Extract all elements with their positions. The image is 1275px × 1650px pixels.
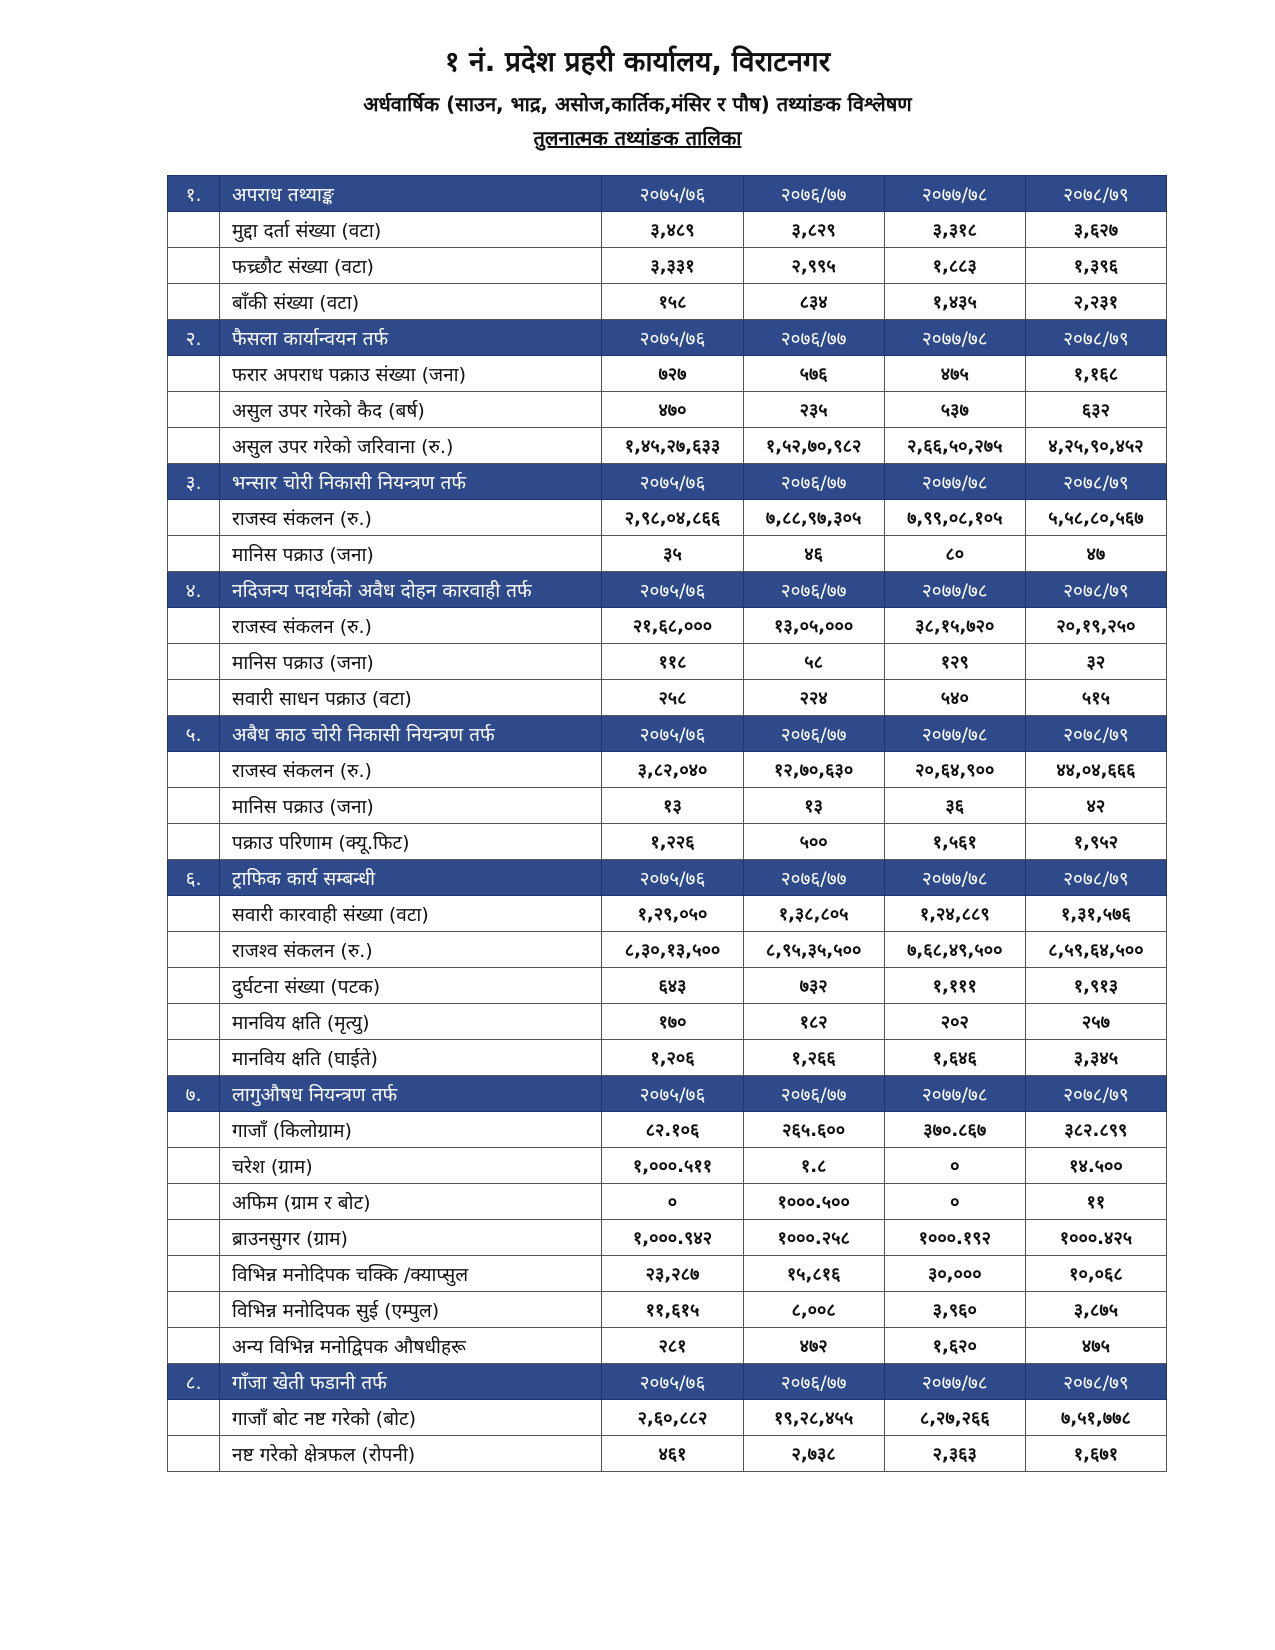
row-value: ३,३१८ xyxy=(884,212,1025,248)
row-number-cell xyxy=(168,392,220,428)
row-value: २३,२८७ xyxy=(602,1256,743,1292)
statistics-table xyxy=(167,175,1167,1472)
fiscal-year-header: २०७५/७६ xyxy=(602,464,743,500)
table-row xyxy=(168,752,1167,788)
row-label: अफिम (ग्राम र बोट) xyxy=(220,1184,602,1220)
table-row xyxy=(168,1328,1167,1364)
table-row xyxy=(168,680,1167,716)
row-value: ३,९६० xyxy=(884,1292,1025,1328)
table-row xyxy=(168,1220,1167,1256)
fiscal-year-header: २०७६/७७ xyxy=(743,464,884,500)
row-value: ७३२ xyxy=(743,968,884,1004)
section-number: २. xyxy=(168,320,220,356)
row-value: ३०,००० xyxy=(884,1256,1025,1292)
row-value: १३ xyxy=(602,788,743,824)
row-value: ११,६१५ xyxy=(602,1292,743,1328)
row-label: असुल उपर गरेको जरिवाना (रु.) xyxy=(220,428,602,464)
table-row xyxy=(168,1040,1167,1076)
row-value: ४७० xyxy=(602,392,743,428)
row-number-cell xyxy=(168,1256,220,1292)
row-value: ८० xyxy=(884,536,1025,572)
row-label: असुल उपर गरेको कैद (बर्ष) xyxy=(220,392,602,428)
section-title: लागुऔषध नियन्त्रण तर्फ xyxy=(220,1076,602,1112)
page-subtitle: अर्धवार्षिक (साउन, भाद्र, असोज,कार्तिक,मंसिर र पौष) तथ्यांङक विश्लेषण xyxy=(363,92,912,116)
row-value: १,३१,५७६ xyxy=(1025,896,1166,932)
fiscal-year-header: २०७८/७९ xyxy=(1025,1364,1166,1400)
page-title: १ नं. प्रदेश प्रहरी कार्यालय, विराटनगर xyxy=(444,45,831,78)
row-label: मुद्दा दर्ता संख्या (वटा) xyxy=(220,212,602,248)
section-number: ६. xyxy=(168,860,220,896)
row-value: २२४ xyxy=(743,680,884,716)
table-row xyxy=(168,428,1167,464)
fiscal-year-header: २०७६/७७ xyxy=(743,716,884,752)
fiscal-year-header: २०७५/७६ xyxy=(602,320,743,356)
row-label: राजस्व संकलन (रु.) xyxy=(220,500,602,536)
row-number-cell xyxy=(168,752,220,788)
row-value: २,९९५ xyxy=(743,248,884,284)
row-value: १,९५२ xyxy=(1025,824,1166,860)
fiscal-year-header: २०७८/७९ xyxy=(1025,320,1166,356)
row-label: विभिन्न मनोदिपक चक्कि /क्याप्सुल xyxy=(220,1256,602,1292)
row-value: २,९८,०४,८६६ xyxy=(602,500,743,536)
row-value: ५,५८,८०,५६७ xyxy=(1025,500,1166,536)
row-value: ३५ xyxy=(602,536,743,572)
row-value: २०,१९,२५० xyxy=(1025,608,1166,644)
row-number-cell xyxy=(168,824,220,860)
section-title: अबैध काठ चोरी निकासी नियन्त्रण तर्फ xyxy=(220,716,602,752)
row-number-cell xyxy=(168,1292,220,1328)
row-value: ४६१ xyxy=(602,1436,743,1472)
row-number-cell xyxy=(168,1328,220,1364)
section-header-row xyxy=(168,860,1167,896)
fiscal-year-header: २०७८/७९ xyxy=(1025,860,1166,896)
row-value: १०००.१९२ xyxy=(884,1220,1025,1256)
table-row xyxy=(168,356,1167,392)
row-value: ३,३३१ xyxy=(602,248,743,284)
row-value: १५८ xyxy=(602,284,743,320)
row-value: २८१ xyxy=(602,1328,743,1364)
fiscal-year-header: २०७७/७८ xyxy=(884,320,1025,356)
statistics-table-body xyxy=(168,176,1167,1472)
fiscal-year-header: २०७५/७६ xyxy=(602,716,743,752)
row-value: ८,५९,६४,५०० xyxy=(1025,932,1166,968)
row-value: ५०० xyxy=(743,824,884,860)
row-label: मानिस पक्राउ (जना) xyxy=(220,788,602,824)
row-value: १,२४,८८९ xyxy=(884,896,1025,932)
row-value: १,१११ xyxy=(884,968,1025,1004)
row-value: ४६ xyxy=(743,536,884,572)
row-value: ४४,०४,६६६ xyxy=(1025,752,1166,788)
row-value: ३,४८९ xyxy=(602,212,743,248)
row-value: १२९ xyxy=(884,644,1025,680)
fiscal-year-header: २०७५/७६ xyxy=(602,572,743,608)
table-row xyxy=(168,212,1167,248)
fiscal-year-header: २०७५/७६ xyxy=(602,176,743,212)
fiscal-year-header: २०७८/७९ xyxy=(1025,572,1166,608)
fiscal-year-header: २०७७/७८ xyxy=(884,1364,1025,1400)
table-row xyxy=(168,1400,1167,1436)
table-row xyxy=(168,932,1167,968)
row-label: विभिन्न मनोदिपक सुई (एम्पुल) xyxy=(220,1292,602,1328)
row-number-cell xyxy=(168,248,220,284)
row-number-cell xyxy=(168,536,220,572)
fiscal-year-header: २०७७/७८ xyxy=(884,176,1025,212)
row-value: १७० xyxy=(602,1004,743,1040)
row-number-cell xyxy=(168,1148,220,1184)
row-value: ३,८२,०४० xyxy=(602,752,743,788)
row-value: ८,२७,२६६ xyxy=(884,1400,1025,1436)
row-value: १,४५,२७,६३३ xyxy=(602,428,743,464)
row-value: ३,६२७ xyxy=(1025,212,1166,248)
row-value: १८२ xyxy=(743,1004,884,1040)
row-value: १,६२० xyxy=(884,1328,1025,1364)
row-value: २३५ xyxy=(743,392,884,428)
row-value: ३,८७५ xyxy=(1025,1292,1166,1328)
row-value: ३८,१५,७२० xyxy=(884,608,1025,644)
row-value: ५७६ xyxy=(743,356,884,392)
row-number-cell xyxy=(168,1220,220,1256)
row-value: ४७ xyxy=(1025,536,1166,572)
row-number-cell xyxy=(168,428,220,464)
row-label: मानिस पक्राउ (जना) xyxy=(220,536,602,572)
row-value: ३२ xyxy=(1025,644,1166,680)
fiscal-year-header: २०७६/७७ xyxy=(743,572,884,608)
table-row xyxy=(168,284,1167,320)
row-value: १,३८,८०५ xyxy=(743,896,884,932)
section-header-row xyxy=(168,1364,1167,1400)
row-value: १,५२,७०,९८२ xyxy=(743,428,884,464)
section-number: ३. xyxy=(168,464,220,500)
section-header-row xyxy=(168,464,1167,500)
row-label: गाजाँ (किलोग्राम) xyxy=(220,1112,602,1148)
row-value: ० xyxy=(884,1148,1025,1184)
row-label: मानविय क्षति (घाईते) xyxy=(220,1040,602,1076)
row-value: ४७५ xyxy=(884,356,1025,392)
row-value: १,२२६ xyxy=(602,824,743,860)
section-header-row xyxy=(168,176,1167,212)
row-value: ३,८२९ xyxy=(743,212,884,248)
row-number-cell xyxy=(168,788,220,824)
row-number-cell xyxy=(168,1436,220,1472)
row-value: १,८८३ xyxy=(884,248,1025,284)
row-value: २६५.६०० xyxy=(743,1112,884,1148)
row-value: १,६४६ xyxy=(884,1040,1025,1076)
row-number-cell xyxy=(168,284,220,320)
row-label: फच्र्छौट संख्या (वटा) xyxy=(220,248,602,284)
row-value: ५३७ xyxy=(884,392,1025,428)
row-number-cell xyxy=(168,356,220,392)
row-value: १,१६८ xyxy=(1025,356,1166,392)
row-value: ३८२.८९९ xyxy=(1025,1112,1166,1148)
row-number-cell xyxy=(168,932,220,968)
row-value: १,९१३ xyxy=(1025,968,1166,1004)
row-value: १.८ xyxy=(743,1148,884,1184)
row-value: ८३४ xyxy=(743,284,884,320)
section-header-row xyxy=(168,1076,1167,1112)
section-title: भन्सार चोरी निकासी नियन्त्रण तर्फ xyxy=(220,464,602,500)
row-label: राजश्व संकलन (रु.) xyxy=(220,932,602,968)
row-label: राजस्व संकलन (रु.) xyxy=(220,752,602,788)
row-number-cell xyxy=(168,968,220,1004)
fiscal-year-header: २०७८/७९ xyxy=(1025,1076,1166,1112)
row-number-cell xyxy=(168,644,220,680)
fiscal-year-header: २०७५/७६ xyxy=(602,1364,743,1400)
fiscal-year-header: २०७७/७८ xyxy=(884,860,1025,896)
row-number-cell xyxy=(168,1400,220,1436)
table-row xyxy=(168,1004,1167,1040)
section-title: अपराध तथ्याङ्क xyxy=(220,176,602,212)
section-number: ७. xyxy=(168,1076,220,1112)
row-value: ३,३४५ xyxy=(1025,1040,1166,1076)
row-value: २०,६४,९०० xyxy=(884,752,1025,788)
row-value: ७२७ xyxy=(602,356,743,392)
section-header-row xyxy=(168,716,1167,752)
row-label: चरेश (ग्राम) xyxy=(220,1148,602,1184)
row-label: मानिस पक्राउ (जना) xyxy=(220,644,602,680)
row-value: ५८ xyxy=(743,644,884,680)
row-number-cell xyxy=(168,500,220,536)
table-row xyxy=(168,644,1167,680)
fiscal-year-header: २०७६/७७ xyxy=(743,320,884,356)
row-value: १०००.५०० xyxy=(743,1184,884,1220)
row-value: १२,७०,६३० xyxy=(743,752,884,788)
row-label: ब्राउनसुगर (ग्राम) xyxy=(220,1220,602,1256)
section-number: ५. xyxy=(168,716,220,752)
row-value: २,६०,८८२ xyxy=(602,1400,743,1436)
row-value: ६३२ xyxy=(1025,392,1166,428)
row-value: १,४३५ xyxy=(884,284,1025,320)
row-label: अन्य विभिन्न मनोद्विपक औषधीहरू xyxy=(220,1328,602,1364)
row-value: १४.५०० xyxy=(1025,1148,1166,1184)
fiscal-year-header: २०७७/७८ xyxy=(884,572,1025,608)
row-value: १०,०६८ xyxy=(1025,1256,1166,1292)
section-title: ट्राफिक कार्य सम्बन्धी xyxy=(220,860,602,896)
section-title: गाँजा खेती फडानी तर्फ xyxy=(220,1364,602,1400)
row-value: २५७ xyxy=(1025,1004,1166,1040)
section-title: नदिजन्य पदार्थको अवैध दोहन कारवाही तर्फ xyxy=(220,572,602,608)
row-value: १,२९,०५० xyxy=(602,896,743,932)
section-header-row xyxy=(168,572,1167,608)
row-value: ३६ xyxy=(884,788,1025,824)
table-row xyxy=(168,1436,1167,1472)
table-row xyxy=(168,248,1167,284)
fiscal-year-header: २०७६/७७ xyxy=(743,860,884,896)
section-number: १. xyxy=(168,176,220,212)
table-row xyxy=(168,1256,1167,1292)
table-row xyxy=(168,1148,1167,1184)
fiscal-year-header: २०७६/७७ xyxy=(743,1076,884,1112)
row-value: ७,५१,७७८ xyxy=(1025,1400,1166,1436)
row-value: १०००.२५८ xyxy=(743,1220,884,1256)
row-value: १३ xyxy=(743,788,884,824)
row-value: १३,०५,००० xyxy=(743,608,884,644)
row-value: २०२ xyxy=(884,1004,1025,1040)
row-value: ३७०.८६७ xyxy=(884,1112,1025,1148)
row-label: दुर्घटना संख्या (पटक) xyxy=(220,968,602,1004)
row-value: ४७५ xyxy=(1025,1328,1166,1364)
table-row xyxy=(168,392,1167,428)
section-title: फैसला कार्यान्वयन तर्फ xyxy=(220,320,602,356)
row-value: ० xyxy=(884,1184,1025,1220)
row-value: ६४३ xyxy=(602,968,743,1004)
table-title: तुलनात्मक तथ्यांङक तालिका xyxy=(533,126,742,150)
row-number-cell xyxy=(168,212,220,248)
table-row xyxy=(168,968,1167,1004)
section-number: ८. xyxy=(168,1364,220,1400)
row-number-cell xyxy=(168,896,220,932)
row-value: २,२३१ xyxy=(1025,284,1166,320)
row-value: ११ xyxy=(1025,1184,1166,1220)
table-row xyxy=(168,896,1167,932)
table-row xyxy=(168,536,1167,572)
row-label: सवारी साधन पक्राउ (वटा) xyxy=(220,680,602,716)
section-header-row xyxy=(168,320,1167,356)
row-value: २,३६३ xyxy=(884,1436,1025,1472)
row-value: १,०००.९४२ xyxy=(602,1220,743,1256)
row-value: १९,२८,४५५ xyxy=(743,1400,884,1436)
row-value: ११८ xyxy=(602,644,743,680)
row-value: २,७३८ xyxy=(743,1436,884,1472)
fiscal-year-header: २०७७/७८ xyxy=(884,464,1025,500)
table-row xyxy=(168,1112,1167,1148)
row-value: १०००.४२५ xyxy=(1025,1220,1166,1256)
row-value: ८२.१०६ xyxy=(602,1112,743,1148)
row-value: ५४० xyxy=(884,680,1025,716)
row-value: २५८ xyxy=(602,680,743,716)
row-label: गाजाँ बोट नष्ट गरेको (बोट) xyxy=(220,1400,602,1436)
fiscal-year-header: २०७६/७७ xyxy=(743,176,884,212)
row-label: सवारी कारवाही संख्या (वटा) xyxy=(220,896,602,932)
table-row xyxy=(168,1184,1167,1220)
row-number-cell xyxy=(168,680,220,716)
row-value: ४७२ xyxy=(743,1328,884,1364)
row-value: ४२ xyxy=(1025,788,1166,824)
fiscal-year-header: २०७७/७८ xyxy=(884,1076,1025,1112)
row-value: ५१५ xyxy=(1025,680,1166,716)
row-value: ८,३०,१३,५०० xyxy=(602,932,743,968)
row-value: २,६६,५०,२७५ xyxy=(884,428,1025,464)
row-label: बाँकी संख्या (वटा) xyxy=(220,284,602,320)
row-value: १,२०६ xyxy=(602,1040,743,1076)
row-value: २१,६८,००० xyxy=(602,608,743,644)
row-number-cell xyxy=(168,1112,220,1148)
row-value: १,०००.५११ xyxy=(602,1148,743,1184)
table-row xyxy=(168,824,1167,860)
row-value: ७,८८,९७,३०५ xyxy=(743,500,884,536)
section-number: ४. xyxy=(168,572,220,608)
row-number-cell xyxy=(168,1040,220,1076)
row-value: १५,८१६ xyxy=(743,1256,884,1292)
table-row xyxy=(168,788,1167,824)
table-row xyxy=(168,500,1167,536)
fiscal-year-header: २०७७/७८ xyxy=(884,716,1025,752)
row-label: राजस्व संकलन (रु.) xyxy=(220,608,602,644)
row-value: ७,९९,०८,१०५ xyxy=(884,500,1025,536)
row-value: ८,००८ xyxy=(743,1292,884,1328)
fiscal-year-header: २०७८/७९ xyxy=(1025,176,1166,212)
row-value: ८,९५,३५,५०० xyxy=(743,932,884,968)
row-value: ० xyxy=(602,1184,743,1220)
row-value: १,६७१ xyxy=(1025,1436,1166,1472)
row-value: ७,६८,४९,५०० xyxy=(884,932,1025,968)
row-number-cell xyxy=(168,1004,220,1040)
fiscal-year-header: २०७८/७९ xyxy=(1025,716,1166,752)
fiscal-year-header: २०७८/७९ xyxy=(1025,464,1166,500)
row-label: नष्ट गरेको क्षेत्रफल (रोपनी) xyxy=(220,1436,602,1472)
fiscal-year-header: २०७५/७६ xyxy=(602,860,743,896)
row-label: पक्राउ परिणाम (क्यू.फिट) xyxy=(220,824,602,860)
table-row xyxy=(168,1292,1167,1328)
row-label: फरार अपराध पक्राउ संख्या (जना) xyxy=(220,356,602,392)
row-number-cell xyxy=(168,1184,220,1220)
fiscal-year-header: २०७५/७६ xyxy=(602,1076,743,1112)
row-value: १,३९६ xyxy=(1025,248,1166,284)
row-value: १,५६१ xyxy=(884,824,1025,860)
row-label: मानविय क्षति (मृत्यु) xyxy=(220,1004,602,1040)
row-number-cell xyxy=(168,608,220,644)
row-value: ४,२५,९०,४५२ xyxy=(1025,428,1166,464)
table-row xyxy=(168,608,1167,644)
row-value: १,२६६ xyxy=(743,1040,884,1076)
fiscal-year-header: २०७६/७७ xyxy=(743,1364,884,1400)
